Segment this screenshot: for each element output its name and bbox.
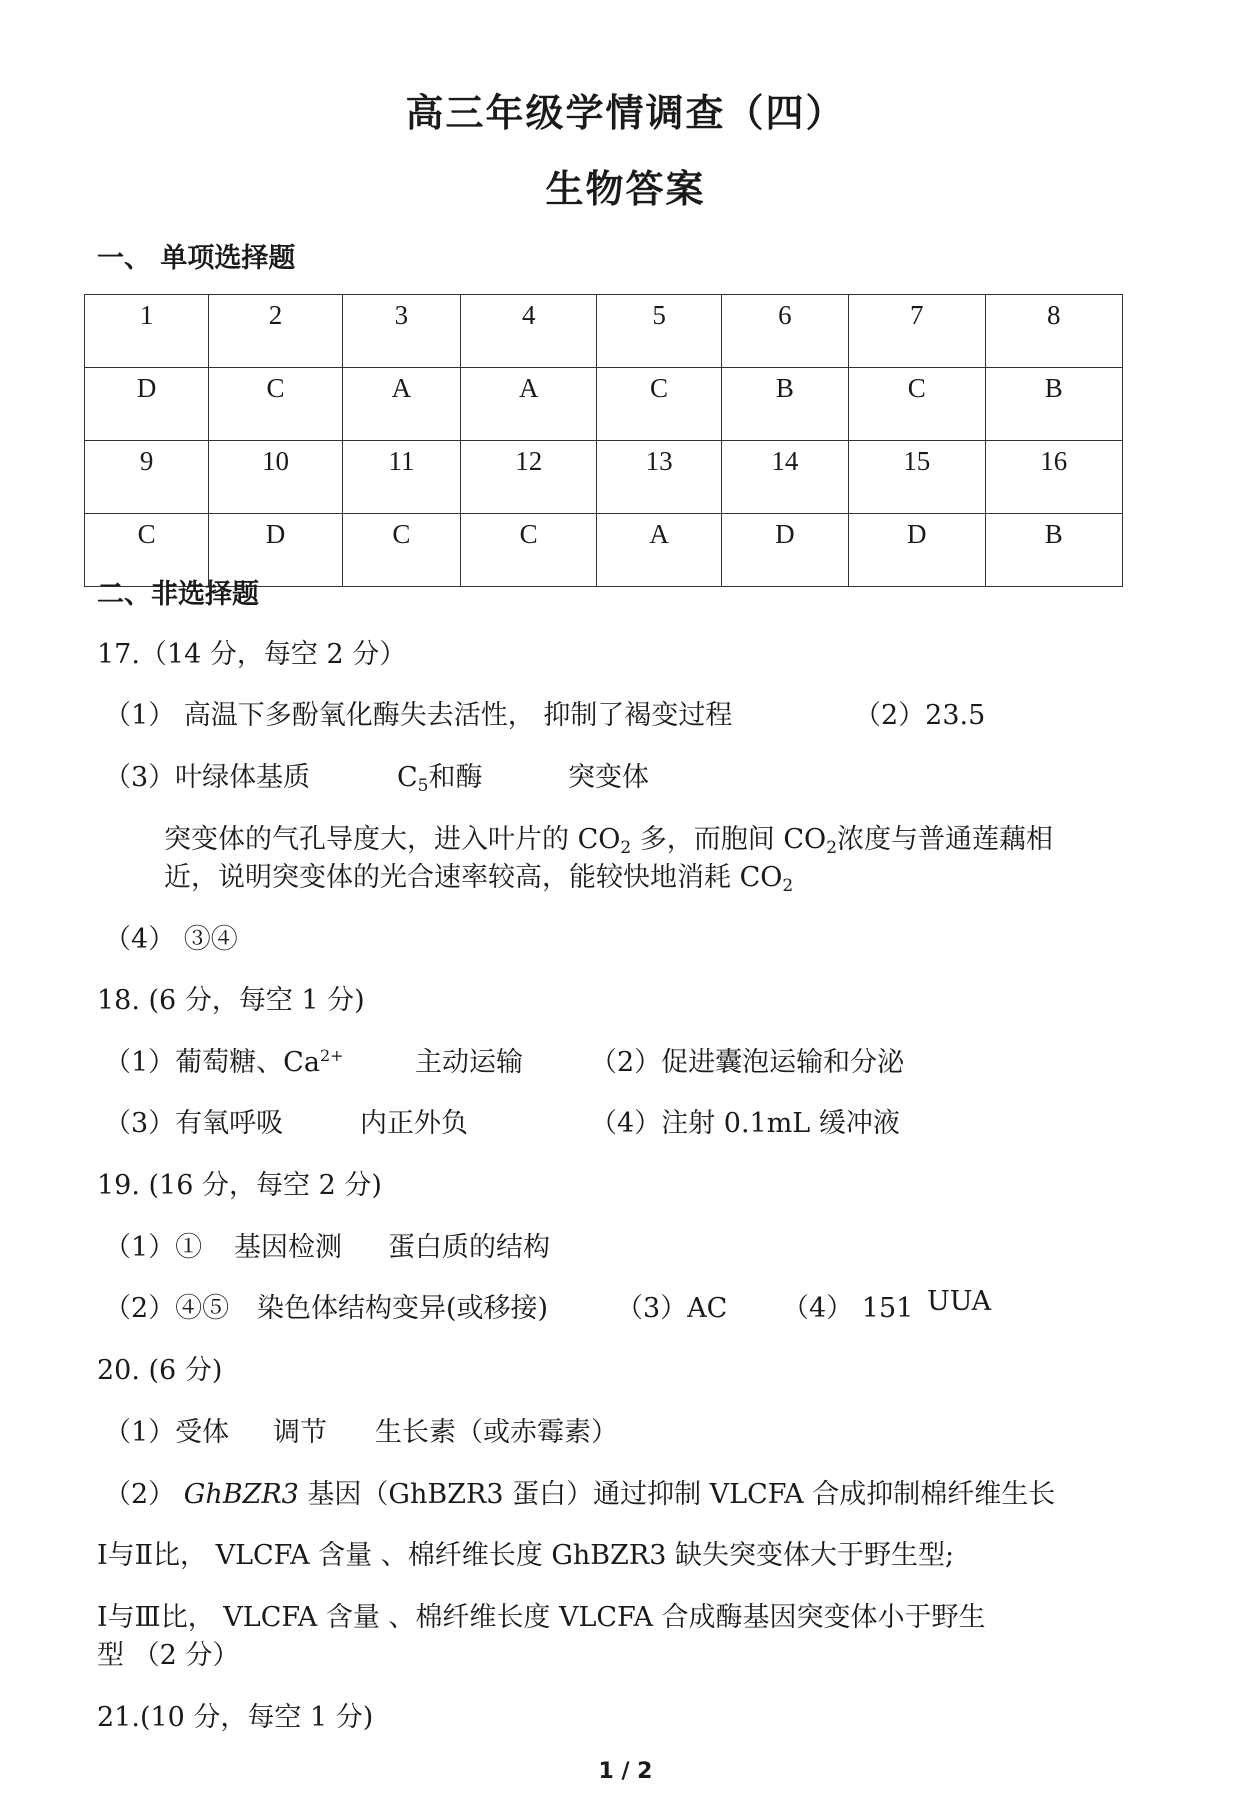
q17-answer-1: （1） 高温下多酚氧化酶失去活性， 抑制了褐变过程: [104, 700, 733, 731]
answer-cell: C: [597, 368, 721, 441]
q20-answer-1a: （1）受体: [104, 1417, 230, 1448]
answer-cell: C: [849, 368, 985, 441]
question-number-cell: 14: [721, 441, 848, 514]
page-title: 高三年级学情调查（四）: [405, 90, 846, 135]
table-row-answers: [85, 368, 1123, 441]
q17-explanation-line2: 近，说明突变体的光合速率较高，能较快地消耗 $CO_2$: [164, 862, 794, 896]
q20-heading: 20. (6 分): [97, 1355, 223, 1386]
question-number-cell: 12: [460, 441, 596, 514]
section-heading-choice: 一、 单项选择题: [97, 243, 296, 274]
question-number-cell: 15: [849, 441, 985, 514]
answer-cell: C: [85, 514, 209, 587]
section-heading-nonchoice: 二、非选择题: [97, 579, 259, 610]
q19-answer-2a: （2）④⑤: [104, 1293, 230, 1324]
q20-explanation-line2: Ⅰ与Ⅲ比， VLCFA 含量 、棉纤维长度 VLCFA 合成酶基因突变体小于野生: [97, 1602, 986, 1633]
answer-cell: D: [85, 368, 209, 441]
q20-explanation-line1: Ⅰ与Ⅱ比， VLCFA 含量 、棉纤维长度 GhBZR3 缺失突变体大于野生型;: [97, 1540, 955, 1571]
question-number-cell: 11: [342, 441, 460, 514]
answer-cell: B: [721, 368, 848, 441]
q19-answer-1a: （1）①: [104, 1232, 203, 1263]
q18-answer-1a: （1）葡萄糖、$Ca^{2+}$: [104, 1046, 344, 1078]
q19-answer-4b: UUA: [927, 1286, 992, 1317]
question-number-cell: 9: [85, 441, 209, 514]
question-number-cell: 4: [460, 295, 596, 368]
q17-answer-3b: $C_5$和酶: [397, 762, 483, 796]
answer-cell: D: [209, 514, 342, 587]
q18-answer-2: （2）促进囊泡运输和分泌: [590, 1047, 905, 1078]
page-subtitle: 生物答案: [545, 166, 706, 211]
q20-answer-2: （2） GhBZR3 基因（GhBZR3 蛋白）通过抑制 VLCFA 合成抑制棉纤维生长: [104, 1479, 1056, 1510]
q19-answer-1c: 蛋白质的结构: [388, 1232, 550, 1263]
choice-answer-table: [84, 294, 1123, 587]
q19-answer-3: （3）AC: [616, 1293, 728, 1324]
q18-answer-3b: 内正外负: [360, 1108, 468, 1139]
q18-answer-4: （4）注射 0.1mL 缓冲液: [590, 1108, 900, 1139]
answer-cell: B: [985, 368, 1123, 441]
q20-answer-1b: 调节: [273, 1417, 327, 1448]
question-number-cell: 13: [597, 441, 721, 514]
answer-cell: C: [342, 514, 460, 587]
question-number-cell: 2: [209, 295, 342, 368]
q17-explanation-line1: 突变体的气孔导度大，进入叶片的 $CO_2$ 多，而胞间 $CO_2$浓度与普通莲藕相: [164, 824, 1054, 858]
q21-heading: 21.(10 分，每空 1 分): [97, 1702, 374, 1733]
question-number-cell: 5: [597, 295, 721, 368]
q19-answer-2b: 染色体结构变异(或移接): [257, 1293, 549, 1324]
q17-answer-4: （4） ③④: [104, 924, 238, 955]
question-number-cell: 16: [985, 441, 1123, 514]
question-number-cell: 6: [721, 295, 848, 368]
answer-cell: B: [985, 514, 1123, 587]
q18-heading: 18. (6 分，每空 1 分): [97, 985, 365, 1016]
answer-cell: A: [597, 514, 721, 587]
answer-cell: C: [209, 368, 342, 441]
table-row-question-numbers: [85, 441, 1123, 514]
table-row-question-numbers: [85, 295, 1123, 368]
question-number-cell: 7: [849, 295, 985, 368]
answer-cell: A: [342, 368, 460, 441]
answer-cell: A: [460, 368, 596, 441]
q18-answer-1b: 主动运输: [415, 1047, 523, 1078]
q20-answer-1c: 生长素（或赤霉素）: [375, 1417, 618, 1448]
q19-answer-1b: 基因检测: [234, 1232, 342, 1263]
answer-cell: D: [849, 514, 985, 587]
answer-cell: C: [460, 514, 596, 587]
q18-answer-3a: （3）有氧呼吸: [104, 1108, 284, 1139]
question-number-cell: 1: [85, 295, 209, 368]
answer-cell: D: [721, 514, 848, 587]
q20-explanation-line3: 型 （2 分）: [97, 1640, 240, 1671]
q17-heading: 17.（14 分，每空 2 分）: [97, 639, 407, 670]
q17-answer-3a: （3）叶绿体基质: [104, 762, 311, 793]
question-number-cell: 3: [342, 295, 460, 368]
q19-answer-4a: （4） 151: [782, 1293, 914, 1324]
question-number-cell: 8: [985, 295, 1123, 368]
q17-answer-3c: 突变体: [568, 762, 649, 793]
q19-heading: 19. (16 分，每空 2 分): [97, 1170, 382, 1201]
question-number-cell: 10: [209, 441, 342, 514]
page-number: 1 / 2: [598, 1759, 653, 1784]
q17-answer-2: （2）23.5: [854, 700, 986, 731]
